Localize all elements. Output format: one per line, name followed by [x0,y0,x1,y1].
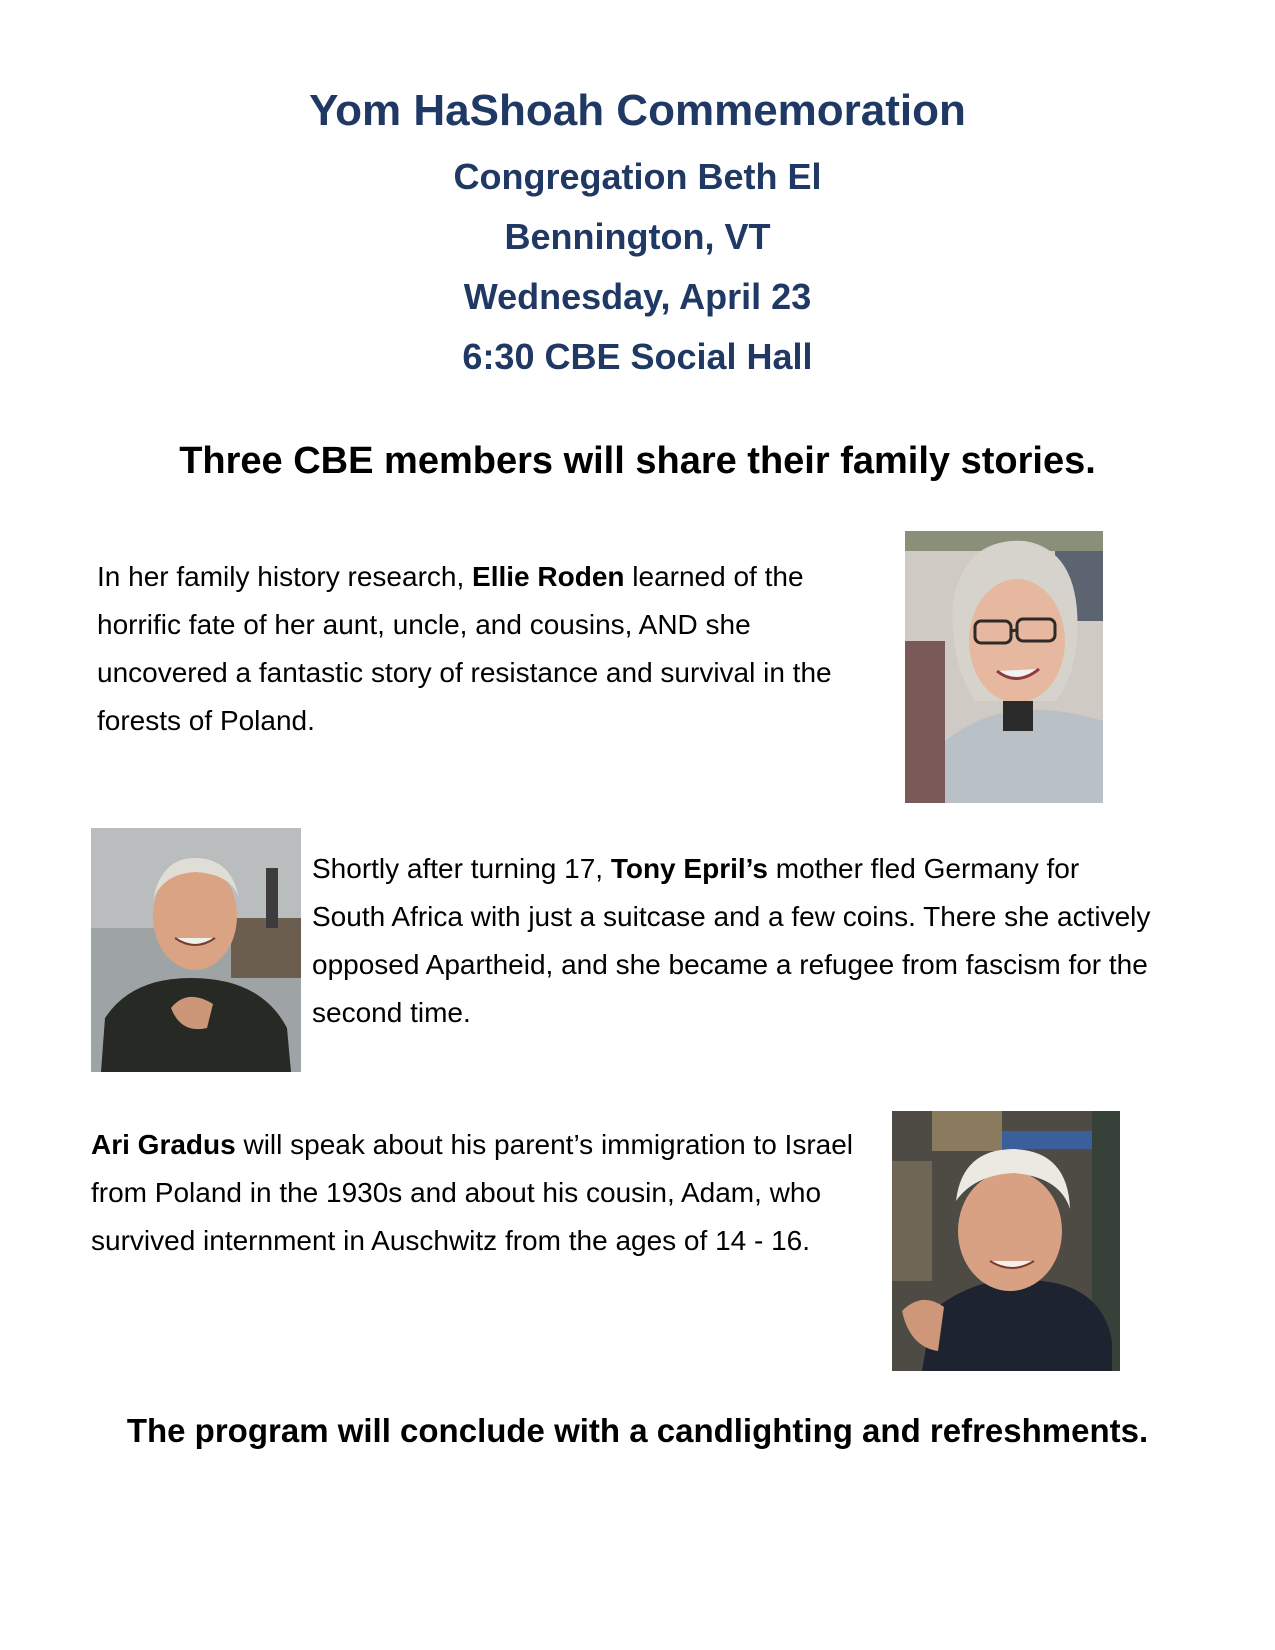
speaker-paragraph-ari [91,1121,861,1265]
intro-heading: Three CBE members will share their family stories. [179,440,1096,482]
speaker-text-pre: Shortly after turning 17, [312,853,611,884]
event-time-place: 6:30 CBE Social Hall [462,336,813,377]
speaker-text-post: will speak about his parent’s immigration to Israel from Poland in the 1930s and about his cousin, Adam, who survived internment in Auschwitz from the ages of 14 - 16. [91,1129,854,1256]
speaker-paragraph-ellie [97,553,867,745]
speaker-paragraph-tony [312,845,1157,1037]
event-date: Wednesday, April 23 [463,276,812,317]
speaker-name-tony: Tony Epril’s [610,853,768,884]
photo-ari-gradus [892,1111,1120,1371]
photo-ellie-roden [905,531,1103,803]
speaker-text-post: mother fled Germany for South Africa with just a suitcase and a few coins. There she actively opposed Apartheid, and she became a refugee from fascism for the second time. [312,853,1151,1028]
event-location: Bennington, VT [504,216,771,257]
speaker-text-pre: In her family history research, [97,561,473,592]
speaker-text-post: learned of the horrific fate of her aunt, uncle, and cousins, AND she uncovered a fantastic story of resistance and survival in the forests of Poland. [97,561,832,736]
closing-note: The program will conclude with a candlighting and refreshments. [126,1412,1149,1449]
event-title: Yom HaShoah Commemoration [309,86,966,135]
photo-tony-epril [91,828,301,1072]
congregation-name: Congregation Beth El [453,156,822,197]
speaker-name-ari: Ari Gradus [91,1129,236,1160]
speaker-name-ellie: Ellie Roden [472,561,625,592]
